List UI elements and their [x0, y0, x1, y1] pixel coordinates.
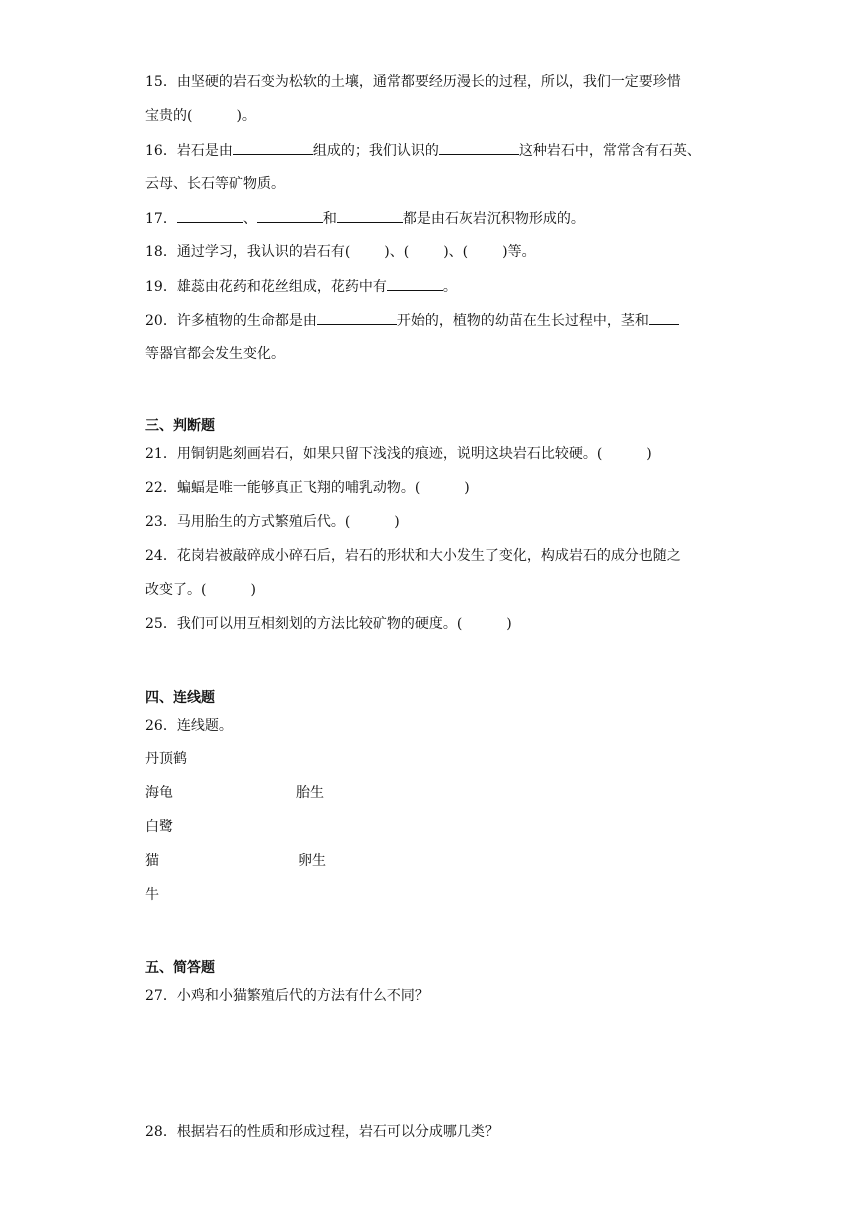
q22-line	[145, 478, 470, 498]
q19-line	[145, 276, 457, 297]
match-right-item[interactable]: 胎生	[296, 785, 324, 801]
q24-close: )	[250, 582, 256, 598]
q17-blank-3[interactable]	[337, 208, 403, 223]
q25-text: 25．我们可以用互相刻划的方法比较矿物的硬度。(	[145, 616, 463, 632]
q19-text-b: 。	[442, 279, 457, 295]
q20-text-b: 开始的，植物的幼苗在生长过程中，茎和	[396, 313, 649, 329]
q18-text-b: )、(	[384, 244, 410, 260]
q16-text-a: 16．岩石是由	[145, 143, 233, 159]
match-left-item[interactable]: 丹顶鹤	[145, 751, 187, 767]
q20-line1	[145, 310, 679, 331]
section-4-title: 四、连线题	[145, 690, 215, 706]
q28-line: 28．根据岩石的性质和形成过程，岩石可以分成哪几类？	[145, 1124, 499, 1140]
q16-line2: 云母、长石等矿物质。	[145, 176, 285, 192]
q25-close: )	[506, 616, 512, 632]
q17-text-b: 都是由石灰岩沉积物形成的。	[402, 211, 585, 227]
match-right-item[interactable]: 卵生	[298, 853, 326, 869]
match-left-item[interactable]: 猫	[145, 853, 159, 869]
q19-text-a: 19．雄蕊由花药和花丝组成，花药中有	[145, 279, 387, 295]
q21-close: )	[646, 446, 652, 462]
q23-line	[145, 512, 400, 532]
q16-line1	[145, 140, 701, 161]
match-left-item[interactable]: 牛	[145, 887, 159, 903]
q16-blank-1[interactable]	[233, 140, 313, 155]
q23-close: )	[394, 514, 400, 530]
q16-text-c: 这种岩石中，常常含有石英、	[518, 143, 701, 159]
q18-text-a: 18．通过学习，我认识的岩石有(	[145, 244, 351, 260]
q20-blank-1[interactable]	[317, 310, 397, 325]
section-5-title: 五、简答题	[145, 960, 215, 976]
q18-line	[145, 242, 536, 262]
q21-line	[145, 444, 652, 464]
match-left-item[interactable]: 海龟	[145, 785, 173, 801]
q21-text: 21．用铜钥匙刻画岩石，如果只留下浅浅的痕迹，说明这块岩石比较硬。(	[145, 446, 603, 462]
q24-text: 改变了。(	[145, 582, 207, 598]
q18-text-c: )、(	[443, 244, 469, 260]
q15-line1: 15．由坚硬的岩石变为松软的土壤，通常都要经历漫长的过程，所以，我们一定要珍惜	[145, 74, 681, 90]
q26-line: 26．连线题。	[145, 718, 233, 734]
q20-text-a: 20．许多植物的生命都是由	[145, 313, 317, 329]
section-3-title: 三、判断题	[145, 418, 215, 434]
q20-blank-2[interactable]	[649, 310, 679, 325]
q23-text: 23．马用胎生的方式繁殖后代。(	[145, 514, 351, 530]
q17-line	[145, 208, 585, 229]
q18-text-d: )等。	[502, 244, 536, 260]
q25-line	[145, 614, 512, 634]
q19-blank[interactable]	[387, 276, 443, 291]
q15-text-a: 宝贵的(	[145, 108, 193, 124]
q24-line2	[145, 580, 256, 600]
q22-text: 22．蝙蝠是唯一能够真正飞翔的哺乳动物。(	[145, 480, 421, 496]
q17-blank-2[interactable]	[257, 208, 323, 223]
q17-blank-1[interactable]	[177, 208, 243, 223]
q16-text-b: 组成的；我们认识的	[312, 143, 439, 159]
match-left-item[interactable]: 白鹭	[145, 819, 173, 835]
q15-line2	[145, 106, 256, 126]
q17-text-a: 17．	[145, 211, 177, 227]
q17-sep2: 和	[322, 211, 337, 227]
q24-line1: 24．花岗岩被敲碎成小碎石后，岩石的形状和大小发生了变化，构成岩石的成分也随之	[145, 548, 681, 564]
q15-text-b: )。	[236, 108, 256, 124]
q16-blank-2[interactable]	[439, 140, 519, 155]
q27-line: 27．小鸡和小猫繁殖后代的方法有什么不同？	[145, 988, 429, 1004]
q17-sep1: 、	[242, 211, 257, 227]
q22-close: )	[464, 480, 470, 496]
q20-line2: 等器官都会发生变化。	[145, 346, 285, 362]
